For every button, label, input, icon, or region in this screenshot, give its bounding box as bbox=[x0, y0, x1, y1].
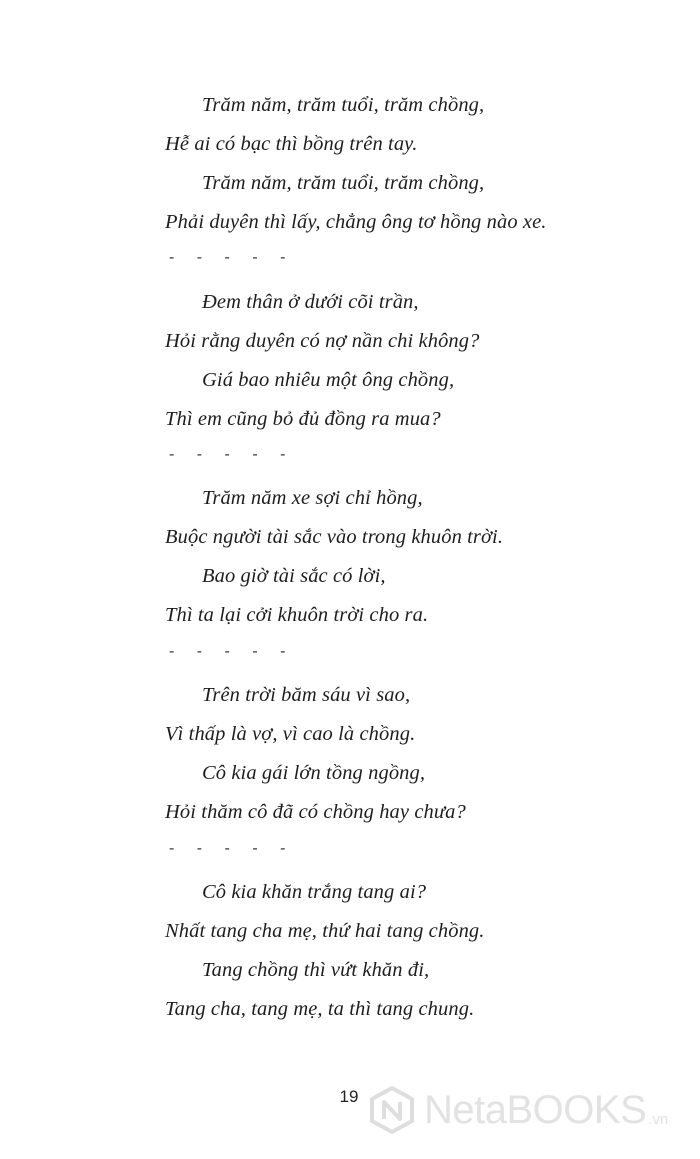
poem-stanza-5 bbox=[165, 873, 645, 1029]
stanza-separator: - - - - - bbox=[169, 446, 295, 463]
poem-stanza-2 bbox=[165, 283, 645, 439]
stanza-separator: - - - - - bbox=[169, 249, 295, 266]
poem-line: Trăm năm xe sợi chỉ hồng, bbox=[202, 487, 423, 509]
poem-line: Đem thân ở dưới cõi trần, bbox=[202, 291, 419, 313]
watermark-text: NetaBOOKS bbox=[424, 1087, 647, 1132]
poem-line: Buộc người tài sắc vào trong khuôn trời. bbox=[165, 526, 504, 548]
poem-line: Hỏi rằng duyên có nợ nần chi không? bbox=[165, 330, 480, 352]
poem-line: Tang cha, tang mẹ, ta thì tang chung. bbox=[165, 998, 475, 1020]
poem-line: Cô kia gái lớn tồng ngồng, bbox=[202, 762, 426, 784]
poem-line: Trăm năm, trăm tuổi, trăm chồng, bbox=[202, 172, 485, 194]
poem-stanza-4 bbox=[165, 676, 645, 832]
poem-line: Tang chồng thì vứt khăn đi, bbox=[202, 959, 430, 981]
watermark-suffix: .vn bbox=[648, 1111, 669, 1128]
poem-line: Hễ ai có bạc thì bồng trên tay. bbox=[165, 133, 418, 155]
poem-line: Phải duyên thì lấy, chẳng ông tơ hồng nào xe. bbox=[165, 211, 547, 233]
netabooks-logo-icon bbox=[368, 1086, 416, 1134]
netabooks-watermark bbox=[368, 1080, 668, 1140]
poem-line: Thì em cũng bỏ đủ đồng ra mua? bbox=[165, 408, 441, 430]
poem-line: Hỏi thăm cô đã có chồng hay chưa? bbox=[165, 801, 466, 823]
poem-line: Trên trời băm sáu vì sao, bbox=[202, 684, 411, 706]
stanza-separator: - - - - - bbox=[169, 643, 295, 660]
poem-stanza-1 bbox=[165, 86, 645, 242]
poem-line: Giá bao nhiêu một ông chồng, bbox=[202, 369, 455, 391]
stanza-separator: - - - - - bbox=[169, 840, 295, 857]
poem-line: Vì thấp là vợ, vì cao là chồng. bbox=[165, 723, 416, 745]
page-number: 19 bbox=[339, 1087, 359, 1106]
poem-line: Thì ta lại cởi khuôn trời cho ra. bbox=[165, 604, 429, 626]
poem-line: Trăm năm, trăm tuổi, trăm chồng, bbox=[202, 94, 485, 116]
poem-stanza-3 bbox=[165, 479, 645, 635]
poem-line: Nhất tang cha mẹ, thứ hai tang chồng. bbox=[165, 920, 485, 942]
poem-line: Bao giờ tài sắc có lời, bbox=[202, 565, 386, 587]
poem-line: Cô kia khăn trắng tang ai? bbox=[202, 881, 427, 903]
